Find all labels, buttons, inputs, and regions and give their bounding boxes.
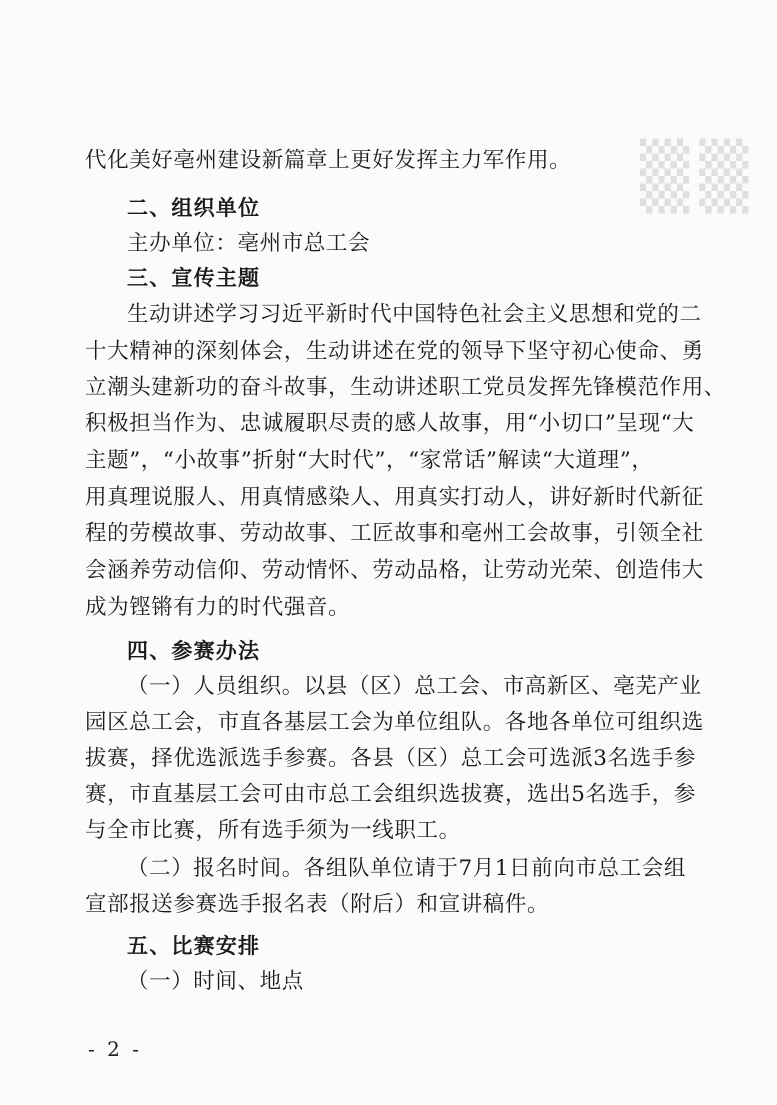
body-line: 十大精神的深刻体会，生动讲述在党的领导下坚守初心使命、勇 bbox=[85, 339, 704, 364]
section-heading: 五、比赛安排 bbox=[127, 934, 261, 958]
body-line: 代化美好亳州建设新篇章上更好发挥主力军作用。 bbox=[85, 148, 572, 173]
section-heading: 二、组织单位 bbox=[127, 196, 261, 220]
section-heading: 三、宣传主题 bbox=[127, 266, 261, 290]
body-line: 生动讲述学习习近平新时代中国特色社会主义思想和党的二 bbox=[127, 302, 702, 327]
body-line: 程的劳模故事、劳动故事、工匠故事和亳州工会故事，引领全社 bbox=[85, 521, 704, 546]
body-line: （一）时间、地点 bbox=[127, 969, 304, 994]
body-line: 主办单位：亳州市总工会 bbox=[127, 231, 371, 256]
bleed-through-decoration: ▒▒ bbox=[640, 140, 759, 214]
body-line: 赛，市直基层工会可由市总工会组织选拔赛，选出5名选手，参 bbox=[85, 782, 696, 807]
body-line: 主题”，“小故事”折射“大时代”，“家常话”解读“大道理”， bbox=[85, 448, 654, 473]
body-line: （一）人员组织。以县（区）总工会、市高新区、亳芜产业 bbox=[127, 674, 702, 699]
body-line: 积极担当作为、忠诚履职尽责的感人故事，用“小切口”呈现“大 bbox=[85, 411, 695, 436]
body-line: 用真理说服人、用真情感染人、用真实打动人，讲好新时代新征 bbox=[85, 485, 704, 510]
body-line: 成为铿锵有力的时代强音。 bbox=[85, 595, 351, 620]
section-heading: 四、参赛办法 bbox=[127, 639, 261, 663]
body-line: 宣部报送参赛选手报名表（附后）和宣讲稿件。 bbox=[85, 892, 550, 917]
body-line: 立潮头建新功的奋斗故事，生动讲述职工党员发挥先锋模范作用、 bbox=[85, 375, 726, 400]
page-number: - 2 - bbox=[88, 1037, 142, 1061]
body-line: 会涵养劳动信仰、劳动情怀、劳动品格，让劳动光荣、创造伟大 bbox=[85, 558, 704, 583]
body-line: 与全市比赛，所有选手须为一线职工。 bbox=[85, 818, 461, 843]
body-line: 园区总工会，市直各基层工会为单位组队。各地各单位可组织选 bbox=[85, 710, 704, 735]
body-line: （二）报名时间。各组队单位请于7月1日前向市总工会组 bbox=[127, 856, 686, 881]
body-line: 拔赛，择优选派选手参赛。各县（区）总工会可选派3名选手参 bbox=[85, 746, 696, 771]
